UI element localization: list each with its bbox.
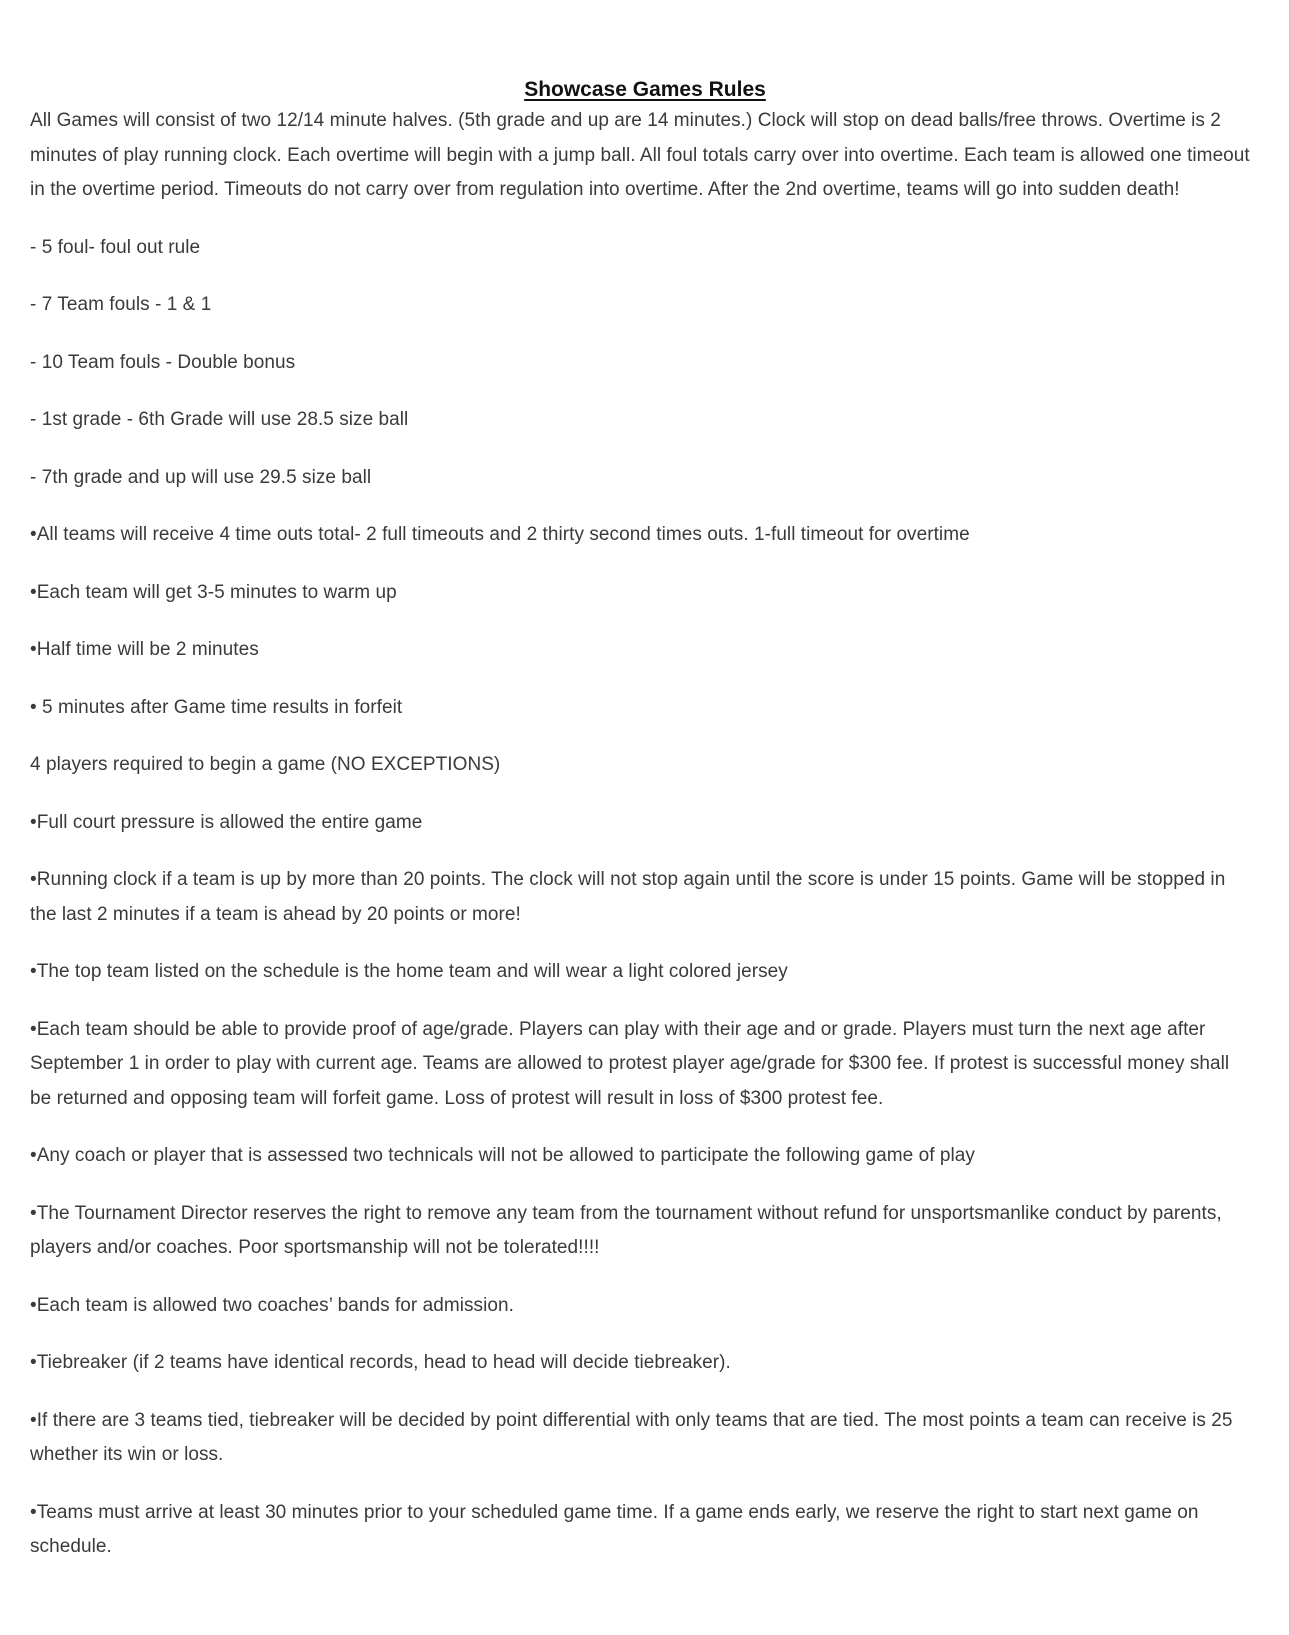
rule-item: - 7th grade and up will use 29.5 size ball bbox=[30, 466, 372, 488]
rule-item: •Tiebreaker (if 2 teams have identical records, head to head will decide tiebreaker). bbox=[30, 1352, 731, 1373]
rule-item: •The Tournament Director reserves the right to remove any team from the tournament without refund for unsportsmanlike conduct by parents, players and/or coaches. Poor sportsmanship will not be tolerated!!!! bbox=[30, 1202, 1222, 1258]
rule-item: •The top team listed on the schedule is the home team and will wear a light colored jersey bbox=[30, 961, 788, 982]
rule-item: •All teams will receive 4 time outs total- 2 full timeouts and 2 thirty second times outs. 1-full timeout for overtime bbox=[30, 524, 970, 545]
rules-body bbox=[30, 104, 1255, 1588]
rule-item: •Each team should be able to provide proof of age/grade. Players can play with their age and or grade. Players must turn the next age after September 1 in order to play with current age. Teams are allowed to protest player age/grade for $300 fee. If protest is successful money shall be returned and opposing team will forfeit game. Loss of protest will result in loss of $300 protest fee. bbox=[30, 1018, 1230, 1109]
rule-item: •Any coach or player that is assessed two technicals will not be allowed to participate the following game of play bbox=[30, 1145, 975, 1166]
rule-item: •Full court pressure is allowed the entire game bbox=[30, 811, 423, 833]
rule-item: • 5 minutes after Game time results in forfeit bbox=[30, 696, 403, 718]
rule-item: - 7 Team fouls - 1 & 1 bbox=[30, 294, 212, 315]
rule-item: •Running clock if a team is up by more than 20 points. The clock will not stop again until the score is under 15 points. Game will be stopped in the last 2 minutes if a team is ahead by 20 points or more! bbox=[30, 869, 1226, 925]
rule-item: - 1st grade - 6th Grade will use 28.5 size ball bbox=[30, 409, 409, 430]
rule-item: 4 players required to begin a game (NO EXCEPTIONS) bbox=[30, 754, 501, 775]
rule-item: - 10 Team fouls - Double bonus bbox=[30, 351, 296, 373]
rule-item: •Teams must arrive at least 30 minutes prior to your scheduled game time. If a game ends early, we reserve the right to start next game on schedule. bbox=[30, 1501, 1199, 1557]
rule-item: •Each team is allowed two coaches’ bands for admission. bbox=[30, 1294, 514, 1316]
rule-item: - 5 foul- foul out rule bbox=[30, 236, 201, 258]
rule-paragraph-overview: All Games will consist of two 12/14 minute halves. (5th grade and up are 14 minutes.) Clock will stop on dead balls/free throws. Overtime is 2 minutes of play running clock. Each overtime will begin with a jump ball. All foul totals carry over into overtime. Each team is allowed one timeout in the overtime period. Timeouts do not carry over from regulation into overtime. After the 2nd overtime, teams will go into sudden death! bbox=[30, 110, 1250, 200]
rule-item: •If there are 3 teams tied, tiebreaker will be decided by point differential with only teams that are tied. The most points a team can receive is 25 whether its win or loss. bbox=[30, 1409, 1233, 1465]
rule-item: •Half time will be 2 minutes bbox=[30, 639, 259, 660]
rule-item: •Each team will get 3-5 minutes to warm up bbox=[30, 581, 397, 603]
page-title: Showcase Games Rules bbox=[524, 78, 766, 101]
